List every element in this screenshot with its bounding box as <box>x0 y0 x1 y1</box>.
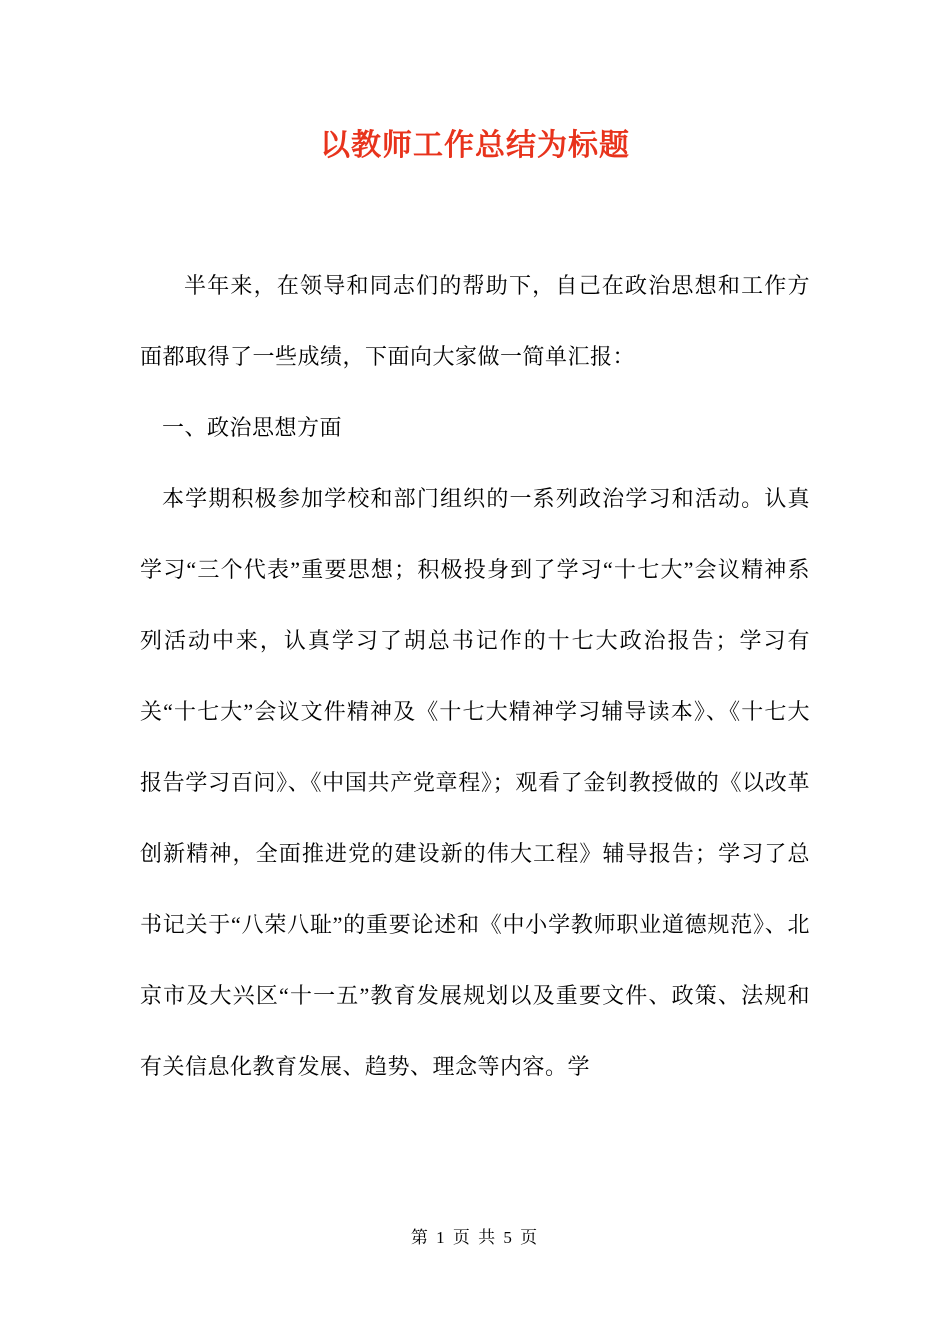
paragraph-heading-section-1: 一、政治思想方面 <box>162 415 343 440</box>
paragraph-intro: 半年来，在领导和同志们的帮助下，自己在政治思想和工作方面都取得了一些成绩，下面向大家做一简单汇报： <box>140 273 810 369</box>
page-title: 以教师工作总结为标题 <box>320 128 630 163</box>
paragraph-section-1-content: 本学期积极参加学校和部门组织的一系列政治学习和活动。认真学习“三个代表”重要思想；积极投身到了学习“十七大”会议精神系列活动中来，认真学习了胡总书记作的十七大政治报告；学习有关“十七大”会议文件精神及《十七大精神学习辅导读本》、《十七大报告学习百问》、《中国共产党章程》；观看了金钊教授做的《以改革创新精神，全面推进党的建设新的伟大工程》辅导报告；学习了总书记关于“八荣八耻”的重要论述和《中小学教师职业道德规范》、北京市及大兴区“十一五”教育发展规划以及重要文件、政策、法规和有关信息化教育发展、趋势、理念等内容。学 <box>140 486 810 1079</box>
document-body <box>140 250 810 1102</box>
page-footer: 第 1 页 共 5 页 <box>410 1228 540 1247</box>
